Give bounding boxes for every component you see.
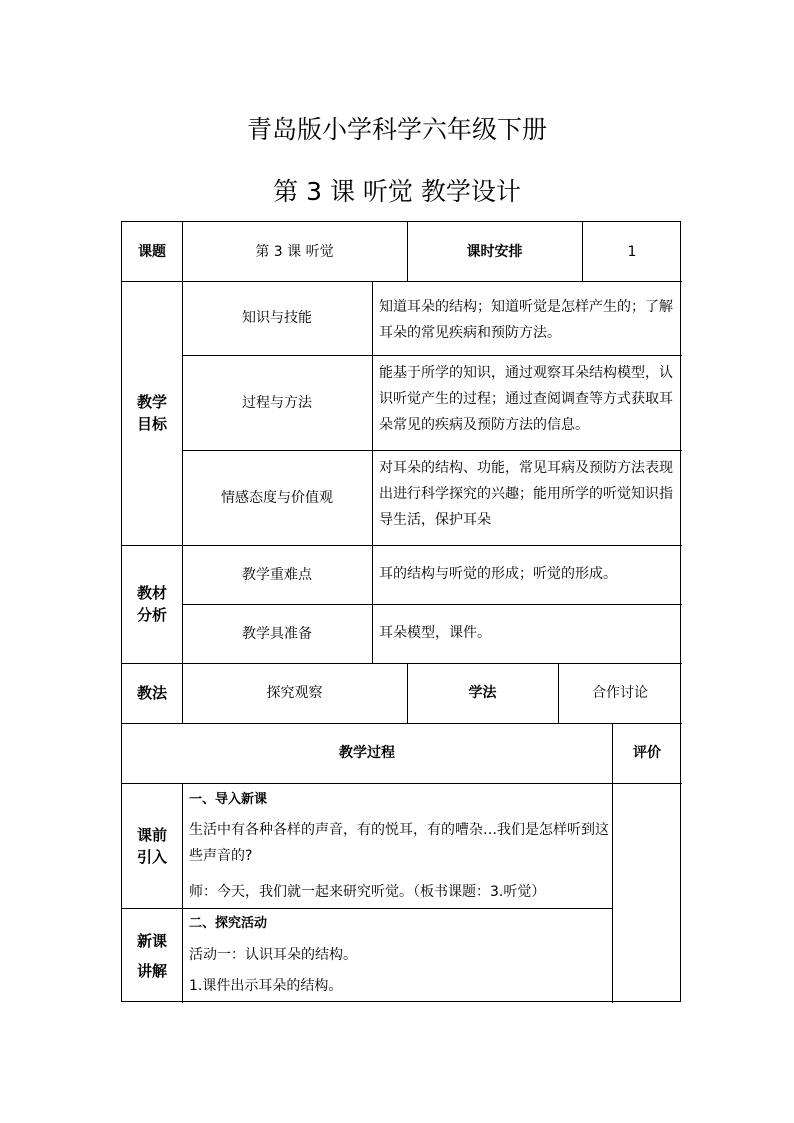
analysis-keypoints-text: 耳的结构与听觉的形成；听觉的形成。 [379, 566, 617, 582]
teach-method-label: 教法 [136, 684, 167, 702]
schedule-value: 1 [627, 243, 637, 260]
analysis-label: 教材 分析 [136, 584, 167, 624]
process-header: 教学过程 [339, 745, 395, 761]
table-rule [372, 281, 373, 663]
analysis-materials-name: 教学具准备 [242, 625, 312, 642]
evaluation-header: 评价 [633, 745, 661, 761]
learn-method-value: 合作讨论 [592, 685, 648, 701]
section-new-heading: 二、探究活动 [189, 916, 268, 931]
topic-value: 第 3 课 听觉 [255, 243, 334, 260]
section-new-label: 新课 讲解 [136, 931, 167, 980]
topic-label: 课题 [138, 243, 166, 260]
section-intro-line: 师：今天，我们就一起来研究听觉。（板书课题：3.听觉） [189, 884, 546, 900]
table-rule [122, 783, 682, 784]
section-intro-heading: 一、导入新课 [189, 792, 268, 807]
document-title: 青岛版小学科学六年级下册 [246, 115, 547, 144]
document-subtitle: 第 3 课 听觉 教学设计 [273, 177, 521, 206]
objective-knowledge-name: 知识与技能 [242, 310, 312, 326]
objectives-label: 教学 目标 [136, 393, 167, 433]
section-new-line: 1.课件出示耳朵的结构。 [189, 978, 343, 994]
section-new-line: 活动一：认识耳朵的结构。 [189, 947, 357, 963]
objective-process-text: 能基于所学的知识，通过观察耳朵结构模型，认识听觉产生的过程；通过查阅调查等方式获取耳朵常见的疾病及预防方法的信息。 [379, 365, 673, 433]
lesson-plan-table [121, 221, 681, 1002]
section-intro-label: 课前 引入 [136, 825, 167, 866]
objective-process-name: 过程与方法 [242, 394, 312, 411]
objective-attitude-name: 情感态度与价值观 [221, 489, 333, 506]
objective-attitude-text: 对耳朵的结构、功能，常见耳病及预防方法表现出进行科学探究的兴趣；能用所学的听觉知识指导生活，保护耳朵 [379, 460, 673, 528]
table-rule [122, 908, 612, 909]
section-intro-line: 生活中有各种各样的声音，有的悦耳，有的嘈杂…我们是怎样听到这些声音的? [189, 822, 609, 864]
analysis-materials-text: 耳朵模型，课件。 [379, 625, 491, 641]
table-rule [182, 783, 183, 1003]
objective-knowledge-text: 知道耳朵的结构；知道听觉是怎样产生的；了解耳朵的常见疾病和预防方法。 [379, 299, 673, 341]
analysis-keypoints-name: 教学重难点 [242, 566, 312, 583]
teach-method-value: 探究观察 [266, 685, 323, 701]
schedule-label: 课时安排 [466, 243, 523, 260]
learn-method-label: 学法 [468, 685, 497, 701]
